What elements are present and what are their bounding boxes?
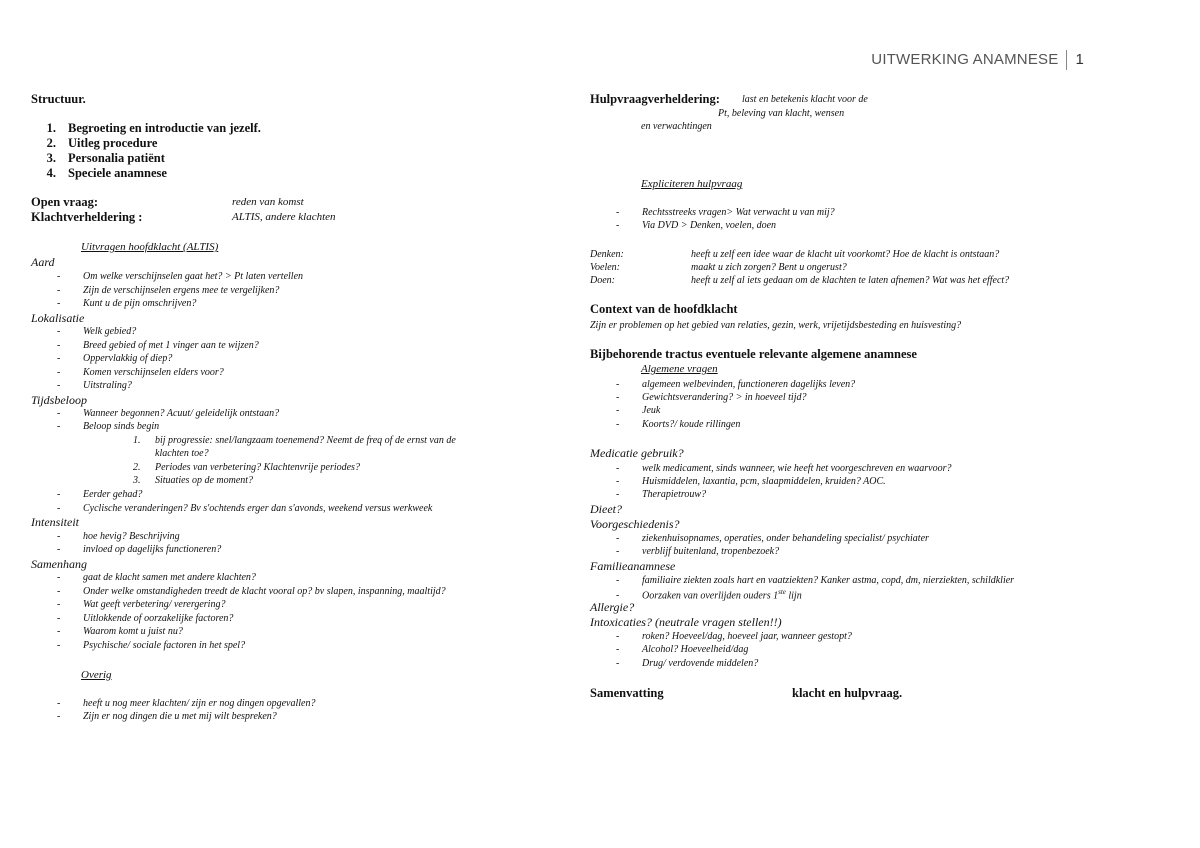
section-title-overig: Overig bbox=[81, 669, 112, 681]
list-item: - heeft u nog meer klachten/ zijn er nog dingen opgevallen? bbox=[57, 698, 316, 709]
list-item: - familiaire ziekten zoals hart en vaatziekten? Kanker astma, copd, dm, nierziekten, schildklier bbox=[616, 575, 1015, 586]
list-item: - invloed op dagelijks functioneren? bbox=[57, 544, 222, 555]
section-title-aard: Aard bbox=[31, 255, 55, 269]
list-item: - Zijn de verschijnselen ergens mee te vergelijken? bbox=[57, 285, 280, 296]
complaint-value: ALTIS, andere klachten bbox=[232, 211, 336, 223]
list-item: - Onder welke omstandigheden treedt de klacht vooral op? bv slapen, inspanning, maaltijd? bbox=[57, 586, 446, 597]
list-item: - Om welke verschijnselen gaat het? > Pt laten vertellen bbox=[57, 271, 304, 282]
diet-title: Dieet? bbox=[590, 502, 622, 516]
list-item: - Oppervlakkig of diep? bbox=[57, 353, 173, 364]
list-item: - Cyclische veranderingen? Bv s'ochtends erger dan s'avonds, weekend versus werkweek bbox=[57, 503, 433, 514]
sub-list-item: 1. bij progressie: snel/langzaam toenemend? Neemt de freq of de ernst van de bbox=[133, 435, 456, 446]
help-question-label: Hulpvraagverheldering: bbox=[590, 92, 720, 106]
list-item: - gaat de klacht samen met andere klachten? bbox=[57, 572, 256, 583]
sub-list-item: klachten toe? bbox=[155, 448, 209, 459]
open-question-label: Open vraag: bbox=[31, 195, 99, 209]
structure-title: Structuur. bbox=[31, 92, 86, 106]
tractus-title: Bijbehorende tractus eventuele relevante algemene anamnese bbox=[590, 347, 917, 361]
list-item: - Gewichtsverandering? > in hoeveel tijd? bbox=[616, 392, 807, 403]
list-item: - Eerder gehad? bbox=[57, 489, 143, 500]
list-item: - Waarom komt u juist nu? bbox=[57, 626, 183, 637]
family-history-title: Familieanamnese bbox=[590, 559, 676, 573]
help-question-line: Pt, beleving van klacht, wensen bbox=[718, 108, 845, 119]
help-question-line: last en betekenis klacht voor de bbox=[742, 94, 868, 105]
open-question-value: reden van komst bbox=[232, 196, 304, 208]
list-item: - Zijn er nog dingen die u met mij wilt bespreken? bbox=[57, 711, 277, 722]
structure-item: 3. Personalia patiënt bbox=[46, 151, 165, 165]
context-text: Zijn er problemen op het gebied van relaties, gezin, werk, vrijetijdsbesteding en huisvesting? bbox=[590, 320, 962, 331]
list-item: - welk medicament, sinds wanneer, wie heeft het voorgeschreven en waarvoor? bbox=[616, 463, 952, 474]
list-item: - Rechtsstreeks vragen> Wat verwacht u van mij? bbox=[616, 207, 835, 218]
context-title: Context van de hoofdklacht bbox=[590, 302, 738, 316]
sub-list-item: 2. Periodes van verbetering? Klachtenvrije periodes? bbox=[133, 462, 360, 473]
list-item: - Uitstraling? bbox=[57, 380, 132, 391]
list-item: - Koorts?/ koude rillingen bbox=[616, 419, 741, 430]
list-item: - Huismiddelen, laxantia, pcm, slaapmiddelen, kruiden? AOC. bbox=[616, 476, 886, 487]
header-title: UITWERKING ANAMNESE bbox=[871, 50, 1059, 68]
list-item: - algemeen welbevinden, functioneren dagelijks leven? bbox=[616, 379, 856, 390]
section-title-tijdsbeloop: Tijdsbeloop bbox=[31, 393, 88, 407]
list-item: - Kunt u de pijn omschrijven? bbox=[57, 298, 197, 309]
list-item: - verblijf buitenland, tropenbezoek? bbox=[616, 546, 780, 557]
general-questions-title: Algemene vragen bbox=[641, 363, 718, 375]
list-item: - Wanneer begonnen? Acuut/ geleidelijk ontstaan? bbox=[57, 408, 280, 419]
structure-item: 2. Uitleg procedure bbox=[46, 136, 158, 150]
allergy-title: Allergie? bbox=[590, 600, 635, 614]
section-title-samenhang: Samenhang bbox=[31, 557, 87, 571]
help-question-line: en verwachtingen bbox=[641, 121, 712, 132]
list-item: - roken? Hoeveel/dag, hoeveel jaar, wanneer gestopt? bbox=[616, 631, 852, 642]
list-item: - Jeuk bbox=[616, 405, 661, 416]
dvd-label: Doen: bbox=[590, 275, 615, 286]
dvd-text: maakt u zich zorgen? Bent u ongerust? bbox=[691, 262, 847, 273]
page-header bbox=[871, 50, 1084, 70]
section-title-intensiteit: Intensiteit bbox=[31, 515, 79, 529]
summary-text: klacht en hulpvraag. bbox=[792, 686, 903, 700]
medication-title: Medicatie gebruik? bbox=[590, 446, 684, 460]
list-item: - Welk gebied? bbox=[57, 326, 137, 337]
list-item: - Wat geeft verbetering/ verergering? bbox=[57, 599, 226, 610]
header-divider bbox=[1066, 50, 1067, 70]
dvd-label: Denken: bbox=[590, 249, 624, 260]
list-item: - Via DVD > Denken, voelen, doen bbox=[616, 220, 777, 231]
list-item: - Therapietrouw? bbox=[616, 489, 707, 500]
list-item: - hoe hevig? Beschrijving bbox=[57, 531, 180, 542]
dvd-text: heeft u zelf een idee waar de klacht uit voorkomt? Hoe de klacht is ontstaan? bbox=[691, 249, 1000, 260]
structure-item: 1. Begroeting en introductie van jezelf. bbox=[46, 121, 261, 135]
summary-label: Samenvatting bbox=[590, 686, 664, 700]
dvd-label: Voelen: bbox=[590, 262, 620, 273]
section-title-lokalisatie: Lokalisatie bbox=[31, 311, 85, 325]
intoxication-title: Intoxicaties? (neutrale vragen stellen!!) bbox=[590, 615, 782, 629]
history-title: Voorgeschiedenis? bbox=[590, 517, 680, 531]
list-item: - Komen verschijnselen elders voor? bbox=[57, 367, 224, 378]
page-number: 1 bbox=[1075, 50, 1084, 68]
sub-list-item: 3. Situaties op de moment? bbox=[133, 475, 254, 486]
dvd-text: heeft u zelf al iets gedaan om de klachten te laten afnemen? Wat was het effect? bbox=[691, 275, 1010, 286]
list-item: - Breed gebied of met 1 vinger aan te wijzen? bbox=[57, 340, 259, 351]
list-item: - Alcohol? Hoeveelheid/dag bbox=[616, 644, 749, 655]
list-item: - Psychische/ sociale factoren in het spel? bbox=[57, 640, 246, 651]
list-item: - Beloop sinds begin bbox=[57, 421, 160, 432]
list-item: - Oorzaken van overlijden ouders 1ste lijn bbox=[616, 588, 802, 602]
list-item: - Uitlokkende of oorzakelijke factoren? bbox=[57, 613, 234, 624]
list-item: - Drug/ verdovende middelen? bbox=[616, 658, 759, 669]
explicit-help-title: Expliciteren hulpvraag bbox=[641, 178, 743, 190]
complaint-label: Klachtverheldering : bbox=[31, 210, 143, 224]
altis-title: Uitvragen hoofdklacht (ALTIS) bbox=[81, 241, 219, 253]
structure-item: 4. Speciele anamnese bbox=[46, 166, 167, 180]
list-item: - ziekenhuisopnames, operaties, onder behandeling specialist/ psychiater bbox=[616, 533, 929, 544]
